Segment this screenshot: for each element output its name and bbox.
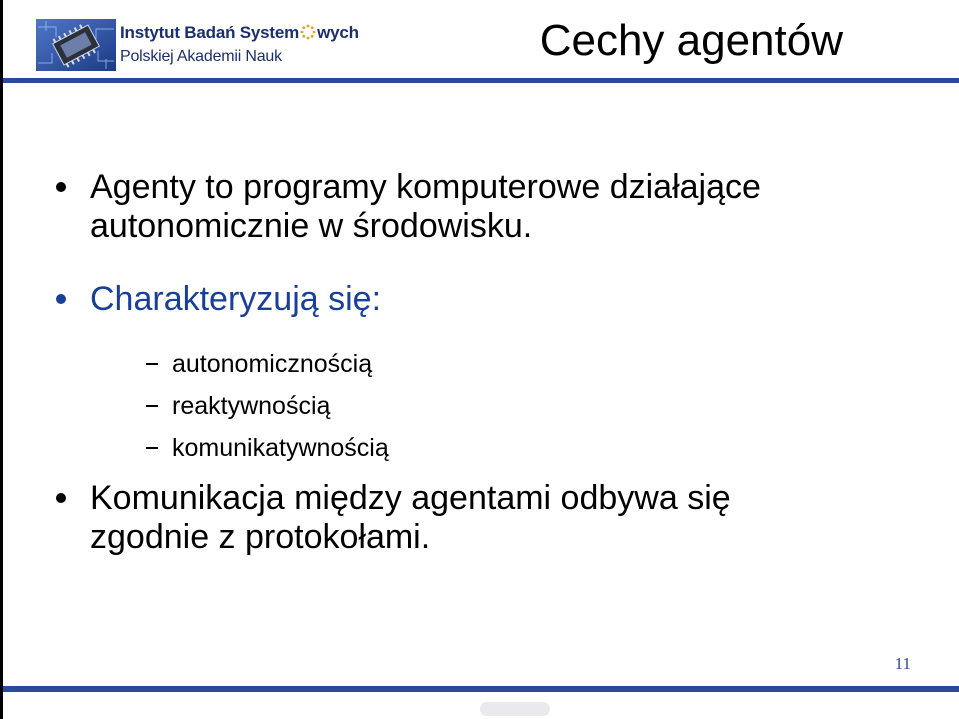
gear-dots-icon bbox=[300, 24, 316, 40]
slide-content bbox=[56, 168, 936, 557]
logo-line-1 bbox=[120, 23, 359, 43]
bullet-text-line: zgodnie z protokołami. bbox=[90, 518, 431, 556]
bullet-dot-icon bbox=[56, 493, 66, 503]
slide-title: Cechy agentów bbox=[539, 16, 843, 65]
list-item-text: reaktywnością bbox=[172, 392, 331, 420]
slide-left-border bbox=[0, 0, 3, 719]
characteristics-list bbox=[56, 343, 936, 469]
list-item bbox=[146, 385, 936, 427]
dash-bullet-icon bbox=[146, 405, 158, 407]
list-item bbox=[146, 343, 936, 385]
institute-logo bbox=[36, 19, 366, 71]
dash-bullet-icon bbox=[146, 447, 158, 449]
logo-line-1-suffix: wych bbox=[317, 23, 359, 42]
chip-circuit-icon bbox=[36, 19, 116, 71]
bullet-item-characteristics bbox=[56, 280, 936, 319]
bullet-dot-icon bbox=[56, 294, 66, 304]
footer-decoration bbox=[480, 702, 550, 716]
list-item bbox=[146, 427, 936, 469]
bullet-item-communication bbox=[56, 479, 936, 557]
logo-line-2: Polskiej Akademii Nauk bbox=[120, 48, 282, 65]
header-divider bbox=[3, 78, 959, 83]
dash-bullet-icon bbox=[146, 363, 158, 365]
page-number: 11 bbox=[894, 654, 911, 673]
bullet-text-line: autonomicznie w środowisku. bbox=[90, 207, 533, 245]
list-item-text: autonomicznością bbox=[172, 350, 373, 378]
list-item-text: komunikatywnością bbox=[172, 434, 389, 462]
footer-divider bbox=[3, 686, 959, 692]
slide-header bbox=[3, 0, 959, 82]
bullet-text-line: Charakteryzują się: bbox=[90, 280, 382, 318]
bullet-dot-icon bbox=[56, 182, 66, 192]
logo-line-1-prefix: Instytut Badań System bbox=[120, 23, 300, 42]
bullet-item-agents bbox=[56, 168, 936, 246]
bullet-text-line: Agenty to programy komputerowe działające bbox=[90, 168, 761, 206]
bullet-text-line: Komunikacja między agentami odbywa się bbox=[90, 479, 731, 517]
